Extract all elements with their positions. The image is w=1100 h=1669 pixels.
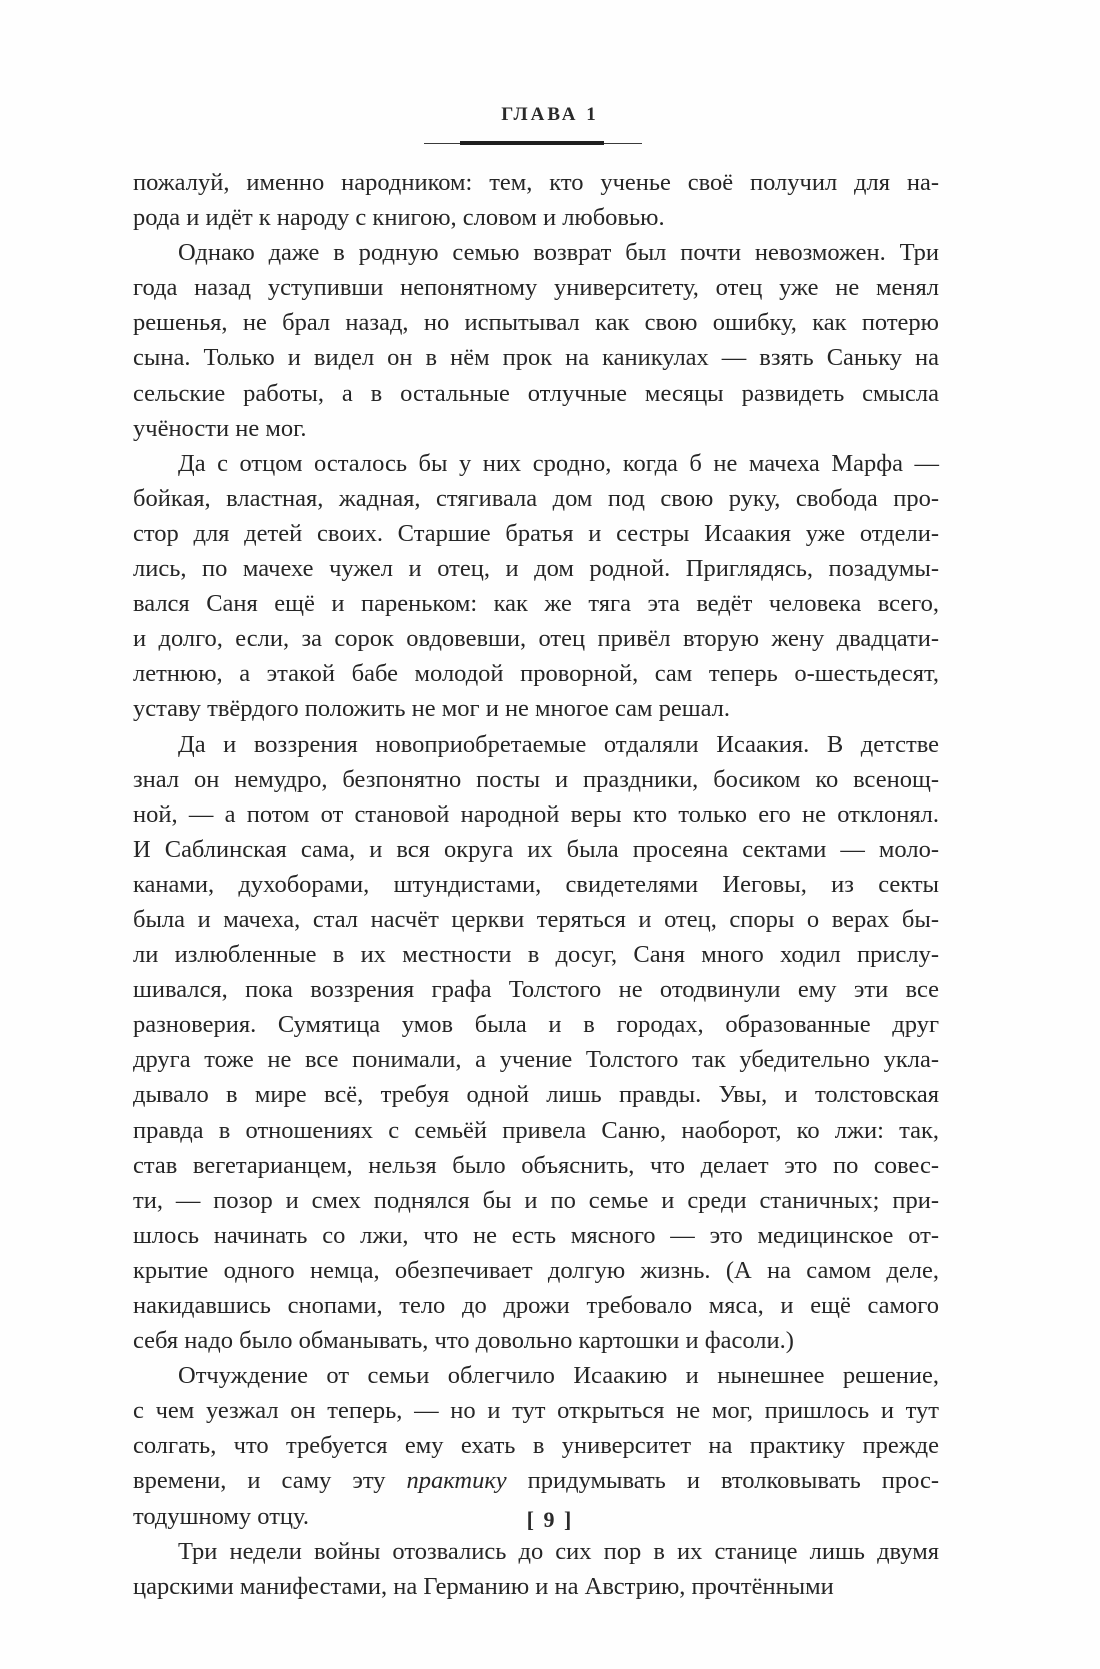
header-rule-thick bbox=[460, 141, 604, 145]
text-line: была и мачеха, стал насчёт церкви теряться и отец, споры о верах бы- bbox=[133, 905, 939, 933]
text-line: тодушному отцу. bbox=[133, 1502, 309, 1530]
text-line: накидавшись снопами, тело до дрожи требовало мяса, и ещё самого bbox=[133, 1292, 939, 1319]
text-line: став вегетарианцем, нельзя было объяснить, что делает это по совес- bbox=[133, 1151, 939, 1179]
text-line: дывало в мире всё, требуя одной лишь правды. Увы, и толстовская bbox=[133, 1081, 939, 1109]
chapter-running-head: ГЛАВА 1 bbox=[501, 104, 599, 125]
text-line: учёности не мог. bbox=[133, 414, 307, 442]
text-line: солгать, что требуется ему ехать в университет на практику прежде bbox=[133, 1432, 939, 1460]
text-line: рода и идёт к народу с книгою, словом и любовью. bbox=[133, 204, 665, 232]
text-line: друга тоже не все понимали, а учение Толстого так убедительно укла- bbox=[133, 1046, 939, 1074]
text-line: ной, — а потом от становой народной веры кто только его не отклонял. bbox=[133, 800, 939, 828]
text-line: шивался, пока воззрения графа Толстого не отодвинули ему эти все bbox=[133, 976, 939, 1004]
text-line bbox=[133, 1463, 939, 1498]
text-line: с чем уезжал он теперь, — но и тут открыться не мог, пришлось и тут bbox=[133, 1397, 939, 1425]
text-line: царскими манифестами, на Германию и на Австрию, прочтёнными bbox=[133, 1572, 834, 1600]
body-text bbox=[133, 165, 939, 1604]
text-line: правда в отношениях с семьёй привела Саню, наоборот, ко лжи: так, bbox=[133, 1116, 939, 1144]
text-line: шлось начинать со лжи, что не есть мясного — это медицинское от- bbox=[133, 1221, 939, 1249]
text-line: и долго, если, за сорок овдовевши, отец привёл вторую жену двадцати- bbox=[133, 625, 939, 653]
text-run: времени, и саму эту bbox=[133, 1467, 407, 1495]
text-line: Да и воззрения новоприобретаемые отдаляли Исаакия. В детстве bbox=[178, 730, 939, 758]
text-run: придумывать и втолковывать прос- bbox=[506, 1467, 940, 1495]
text-line: ти, — позор и смех поднялся бы и по семье и среди станичных; при- bbox=[133, 1186, 939, 1214]
text-line: крытие одного немца, обезпечивает долгую жизнь. (А на самом деле, bbox=[133, 1256, 939, 1284]
text-line: решенья, не брал назад, но испытывал как свою ошибку, как потерю bbox=[133, 309, 939, 337]
paragraph bbox=[133, 165, 939, 235]
text-line: летнюю, а этакой бабе молодой проворной, сам теперь о-шестьдесят, bbox=[133, 660, 939, 688]
text-line: стор для детей своих. Старшие братья и сестры Исаакия уже отдели- bbox=[133, 519, 939, 547]
text-line: сельские работы, а в остальные отлучные месяцы развидеть смысла bbox=[133, 379, 939, 407]
paragraph bbox=[133, 1534, 939, 1604]
paragraph bbox=[133, 446, 939, 727]
text-line: канами, духоборами, штундистами, свидетелями Иеговы, из секты bbox=[133, 870, 939, 898]
page-number: [ 9 ] bbox=[526, 1507, 574, 1532]
text-line: Отчуждение от семьи облегчило Исаакию и нынешнее решение, bbox=[178, 1362, 939, 1390]
text-line: ли излюбленные в их местности в досуг, Саня много ходил прислу- bbox=[133, 941, 939, 969]
text-line: года назад уступивши непонятному университету, отец уже не менял bbox=[133, 274, 939, 302]
text-line: себя надо было обманывать, что довольно картошки и фасоли.) bbox=[133, 1327, 794, 1355]
text-line: пожалуй, именно народником: тем, кто ученье своё получил для на- bbox=[133, 169, 939, 196]
text-line: бойкая, властная, жадная, стягивала дом под свою руку, свобода про- bbox=[133, 484, 939, 512]
text-line: сына. Только и видел он в нём прок на каникулах — взять Саньку на bbox=[133, 344, 939, 372]
text-line: Однако даже в родную семью возврат был почти невозможен. Три bbox=[178, 239, 939, 267]
text-line: разноверия. Сумятица умов была и в городах, образованные друг bbox=[133, 1011, 939, 1039]
text-line: Да с отцом осталось бы у них сродно, когда б не мачеха Марфа — bbox=[178, 449, 939, 477]
paragraph bbox=[133, 727, 939, 1359]
text-line: знал он немудро, безпонятно посты и праздники, босиком ко всенощ- bbox=[133, 765, 939, 793]
paragraph bbox=[133, 235, 939, 446]
text-line: И Саблинская сама, и вся округа их была просеяна сектами — моло- bbox=[133, 835, 939, 863]
text-line: лись, по мачехе чужел и отец, и дом родной. Приглядясь, позадумы- bbox=[133, 555, 939, 583]
text-line: Три недели войны отозвались до сих пор в их станице лишь двумя bbox=[178, 1537, 939, 1565]
italic-emphasis: практику bbox=[406, 1467, 507, 1495]
text-line: вался Саня ещё и пареньком: как же тяга эта ведёт человека всего, bbox=[133, 590, 939, 618]
text-line: уставу твёрдого положить не мог и не многое сам решал. bbox=[133, 695, 731, 723]
